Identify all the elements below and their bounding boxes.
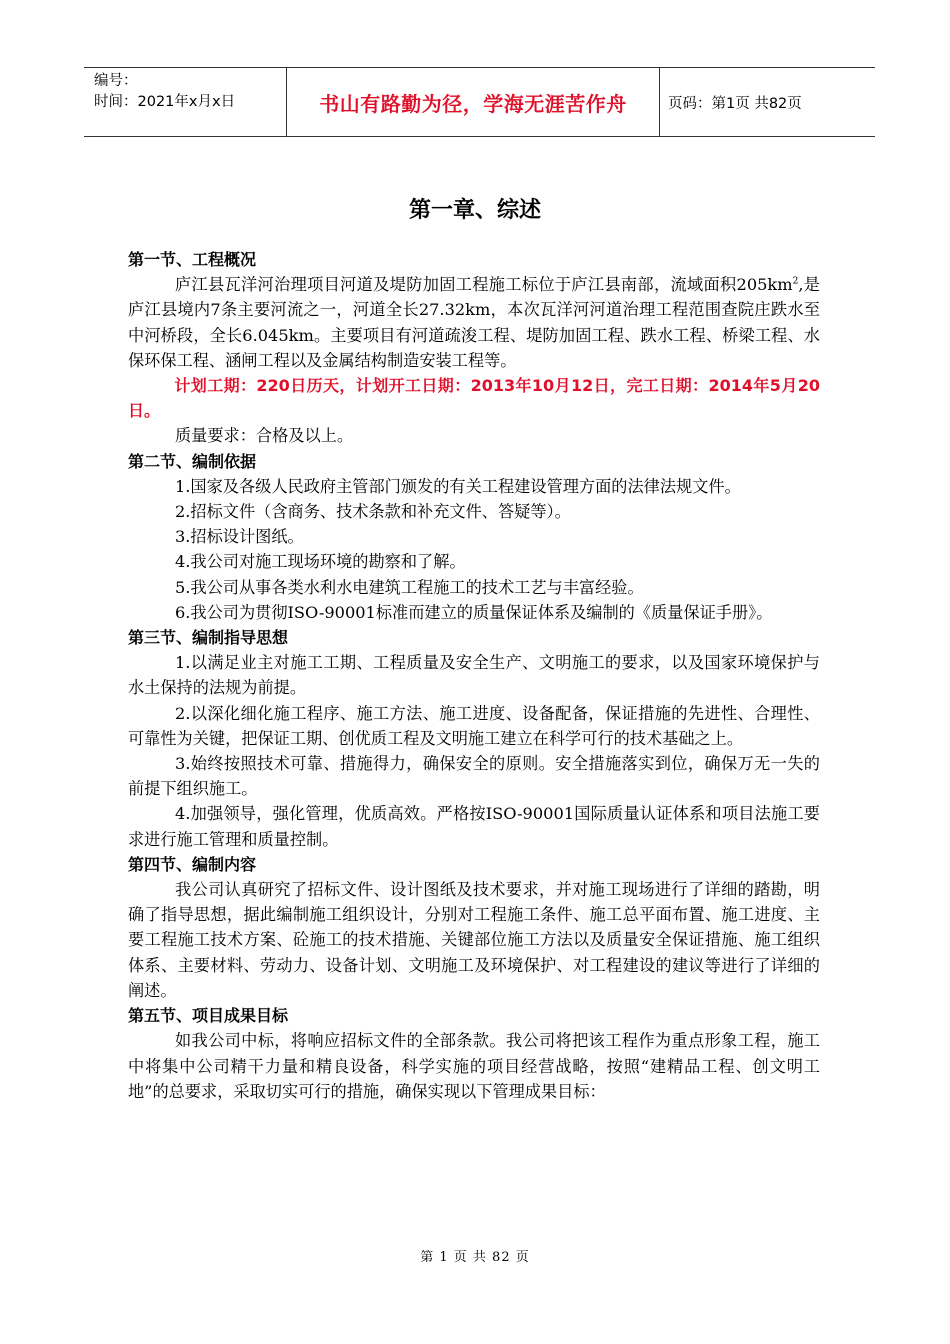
overview-text-rest: ,是庐江县境内7条主要河流之一，河道全长27.32km，本次瓦洋河河道治理工程范围查院庄跌水至中河桥段，全长6.045km。主要项目有河道疏浚工程、堤防加固工程、跌水工程、桥梁工程、水保环保工程、涵闸工程以及金属结构制造安装工程等。 bbox=[128, 275, 820, 370]
page-footer: 第 1 页 共 82 页 bbox=[420, 1250, 530, 1265]
chapter-title: 第一章、综述 bbox=[408, 198, 541, 223]
list-item: 2.招标文件（含商务、技术条款和补充文件、答疑等）。 bbox=[174, 502, 571, 522]
number-label: 编号： bbox=[94, 73, 138, 89]
header-meta bbox=[84, 68, 286, 136]
page-header bbox=[84, 67, 875, 137]
paragraph-schedule: 计划工期：220日历天，计划开工日期：2013年10月12日，完工日期：2014年5月20日。 bbox=[128, 376, 820, 421]
superscript-2: 2 bbox=[792, 276, 799, 287]
header-page-info: 页码：第1页 共82页 bbox=[668, 95, 802, 112]
header-motto: 书山有路勤为径，学海无涯苦作舟 bbox=[286, 68, 660, 136]
section-heading-2: 第二节、编制依据 bbox=[128, 451, 257, 471]
list-item: 1.以满足业主对施工工期、工程质量及安全生产、文明施工的要求，以及国家环境保护与水土保持的法规为前提。 bbox=[128, 653, 820, 698]
section-heading-3: 第三节、编制指导思想 bbox=[128, 628, 289, 648]
overview-text: 庐江县瓦洋河治理项目河道及堤防加固工程施工标位于庐江县南部，流域面积205km bbox=[174, 275, 793, 295]
section-heading-4: 第四节、编制内容 bbox=[128, 854, 257, 874]
section-heading-5: 第五节、项目成果目标 bbox=[128, 1006, 289, 1026]
section-heading-1: 第一节、工程概况 bbox=[128, 250, 257, 269]
time-label: 时间：2021年x月x日 bbox=[94, 94, 236, 110]
paragraph-overview bbox=[128, 272, 820, 373]
document-body bbox=[128, 247, 820, 1104]
list-item: 6.我公司为贯彻ISO-90001标准而建立的质量保证体系及编制的《质量保证手册》。 bbox=[174, 602, 773, 622]
list-item: 3.始终按照技术可靠、措施得力，确保安全的原则。安全措施落实到位，确保万无一失的前提下组织施工。 bbox=[128, 754, 820, 799]
list-item: 5.我公司从事各类水利水电建筑工程施工的技术工艺与丰富经验。 bbox=[174, 577, 644, 597]
paragraph-content: 我公司认真研究了招标文件、设计图纸及技术要求，并对施工现场进行了详细的踏勘，明确了指导思想，据此编制施工组织设计，分别对工程施工条件、施工总平面布置、施工进度、主要工程施工技术方案、砼施工的技术措施、关键部位施工方法以及质量安全保证措施、施工组织体系、主要材料、劳动力、设备计划、文明施工及环境保护、对工程建设的建议等进行了详细的阐述。 bbox=[128, 880, 820, 1000]
paragraph-quality: 质量要求：合格及以上。 bbox=[174, 426, 354, 446]
list-item: 1.国家及各级人民政府主管部门颁发的有关工程建设管理方面的法律法规文件。 bbox=[174, 476, 741, 496]
list-item: 2.以深化细化施工程序、施工方法、施工进度、设备配备，保证措施的先进性、合理性、可靠性为关键，把保证工期、创优质工程及文明施工建立在科学可行的技术基础之上。 bbox=[128, 703, 820, 748]
paragraph-goals: 如我公司中标，将响应招标文件的全部条款。我公司将把该工程作为重点形象工程，施工中将集中公司精干力量和精良设备，科学实施的项目经营战略，按照“建精品工程、创文明工地”的总要求，采取切实可行的措施，确保实现以下管理成果目标： bbox=[128, 1031, 820, 1101]
list-item: 3.招标设计图纸。 bbox=[174, 527, 304, 547]
list-item: 4.我公司对施工现场环境的勘察和了解。 bbox=[174, 552, 466, 572]
list-item: 4.加强领导，强化管理，优质高效。严格按ISO-90001国际质量认证体系和项目法施工要求进行施工管理和质量控制。 bbox=[128, 804, 820, 849]
